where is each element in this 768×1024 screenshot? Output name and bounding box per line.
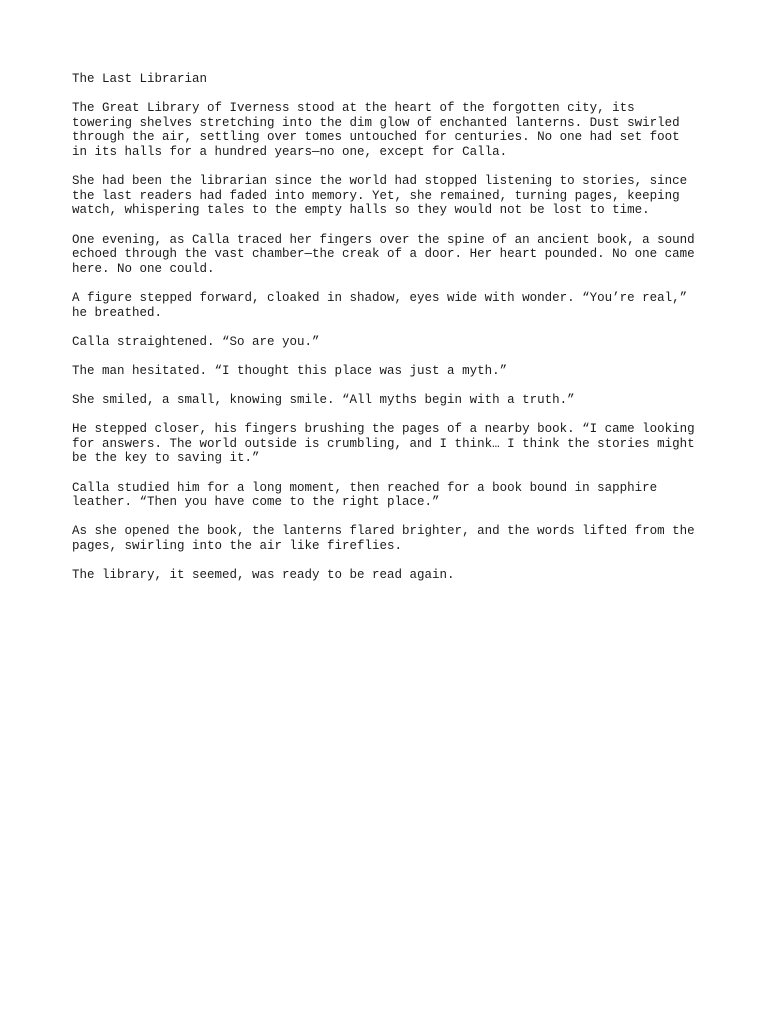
paragraph: The Great Library of Iverness stood at the heart of the forgotten city, its towering shelves stretching into the dim glow of enchanted lanterns. Dust swirled through the air, settling over tomes untouched for centuries. No one had set foot in its halls for a hundred years—no one, except for Calla. [72, 101, 680, 159]
document-title: The Last Librarian [72, 72, 208, 86]
paragraph: A figure stepped forward, cloaked in shadow, eyes wide with wonder. “You’re real,” he breathed. [72, 290, 688, 320]
paragraph: As she opened the book, the lanterns flared brighter, and the words lifted from the pages, swirling into the air like fireflies. [72, 524, 695, 553]
paragraph: One evening, as Calla traced her fingers over the spine of an ancient book, a sound echoed through the vast chamber—the creak of a door. Her heart pounded. No one came here. No one could. [72, 232, 695, 276]
paragraph: The library, it seemed, was ready to be read again. [72, 568, 455, 583]
paragraph: She had been the librarian since the world had stopped listening to stories, since the last readers had faded into memory. Yet, she remained, turning pages, keeping watch, whispering tales to the empty halls so they would not be lost to time. [72, 174, 688, 218]
paragraph: Calla studied him for a long moment, then reached for a book bound in sapphire leather. “Then you have come to the right place.” [72, 480, 658, 510]
paragraph: Calla straightened. “So are you.” [72, 334, 320, 349]
paragraph: The man hesitated. “I thought this place was just a myth.” [72, 363, 508, 378]
document-page [72, 72, 702, 597]
paragraph: He stepped closer, his fingers brushing the pages of a nearby book. “I came looking for answers. The world outside is crumbling, and I think… I think the stories might be the key to saving it.” [72, 422, 695, 466]
paragraph: She smiled, a small, knowing smile. “All myths begin with a truth.” [72, 393, 575, 408]
